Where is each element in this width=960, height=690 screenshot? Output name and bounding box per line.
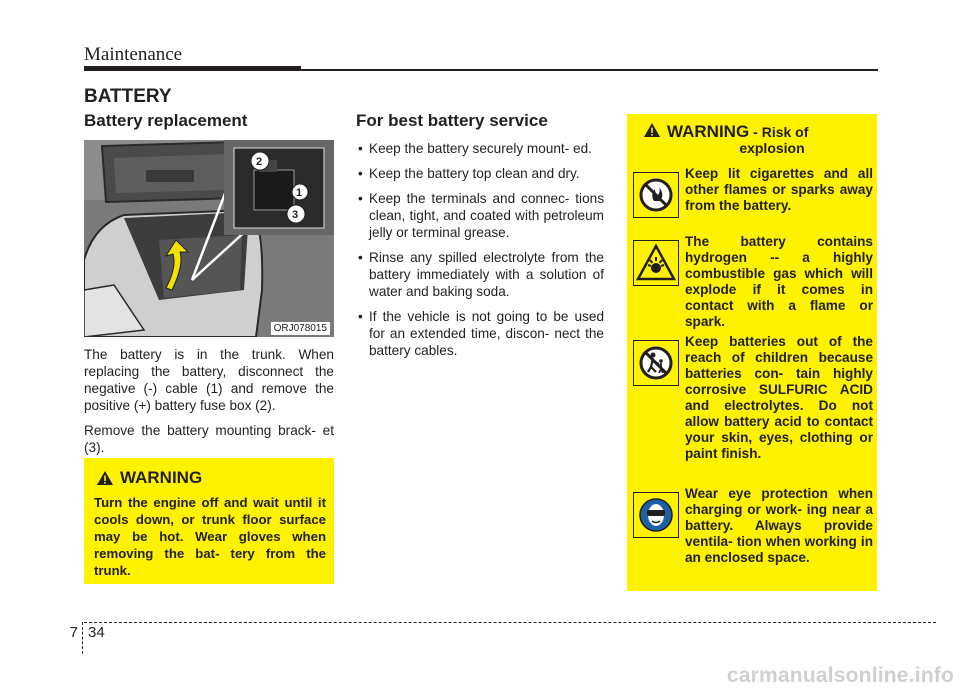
photo-code: ORJ078015 (271, 322, 330, 335)
battery-replacement-heading: Battery replacement (84, 111, 248, 130)
warning-subtitle: - Risk of (753, 124, 809, 140)
best-service-heading: For best battery service (356, 111, 548, 130)
callout-3: 3 (292, 209, 299, 221)
hazard-text: Keep lit cigarettes and all other flames or sparks away from the battery. (685, 166, 873, 213)
warning-subtitle-2: explosion (739, 140, 805, 156)
battery-replacement-text (84, 346, 334, 464)
warning-box-explosion (627, 114, 877, 591)
list-item: • Keep the terminals and connec- tions clean, tight, and coated with petroleum jelly or terminal grease. (356, 190, 604, 241)
warning-triangle-icon (96, 470, 114, 486)
best-service-list (356, 140, 604, 367)
eye-protection-icon (633, 492, 679, 538)
hazard-text: Keep batteries out of the reach of children because batteries con- tain highly corrosive SULFURIC ACID and electrolytes. Do not allow battery acid to contact your skin, eyes, clothing or paint finish. (685, 334, 873, 461)
callout-1: 1 (296, 187, 303, 199)
hazard-text: Wear eye protection when charging or work- ing near a battery. Always provide ventila- tion when working in an enclosed space. (685, 486, 873, 565)
page-number-value: 34 (88, 624, 105, 641)
warning-title: WARNING (667, 122, 750, 141)
footer-rule (84, 622, 936, 623)
warning-title: WARNING (120, 468, 203, 487)
paragraph: Remove the battery mounting brack- et (3). (84, 423, 334, 455)
list-item: • Keep the battery securely mount- ed. (356, 140, 604, 157)
no-flame-icon (633, 172, 679, 218)
header-rule-thin (301, 69, 878, 71)
warning-triangle-icon (643, 122, 661, 138)
page-number (66, 624, 105, 641)
callout-2: 2 (256, 156, 263, 168)
section-title: BATTERY (84, 86, 172, 107)
warning-text: Turn the engine off and wait until it cools down, or trunk floor surface may be hot. Wear gloves when removing the bat- tery from the trunk. (94, 495, 326, 578)
list-item: • Rinse any spilled electrolyte from the battery immediately with a solution of water and baking soda. (356, 249, 604, 300)
watermark: carmanualsonline.info (726, 664, 954, 687)
warning-box-hot-surface (84, 458, 334, 584)
chapter-number: 7 (69, 624, 78, 641)
list-item: • If the vehicle is not going to be used for an extended time, discon- nect the battery cables. (356, 308, 604, 359)
hazard-text: The battery contains hydrogen -- a highly combustible gas which will explode if it comes in contact with a flame or spark. (685, 234, 873, 329)
paragraph: The battery is in the trunk. When replacing the battery, disconnect the negative (-) cable (1) and remove the positive (+) battery fuse box (2). (84, 347, 334, 413)
trunk-battery-photo (84, 140, 334, 337)
header-title: Maintenance (84, 44, 183, 65)
explosive-icon (633, 240, 679, 286)
keep-away-children-icon (633, 340, 679, 386)
list-item: • Keep the battery top clean and dry. (356, 165, 604, 182)
header-rule (84, 66, 301, 71)
